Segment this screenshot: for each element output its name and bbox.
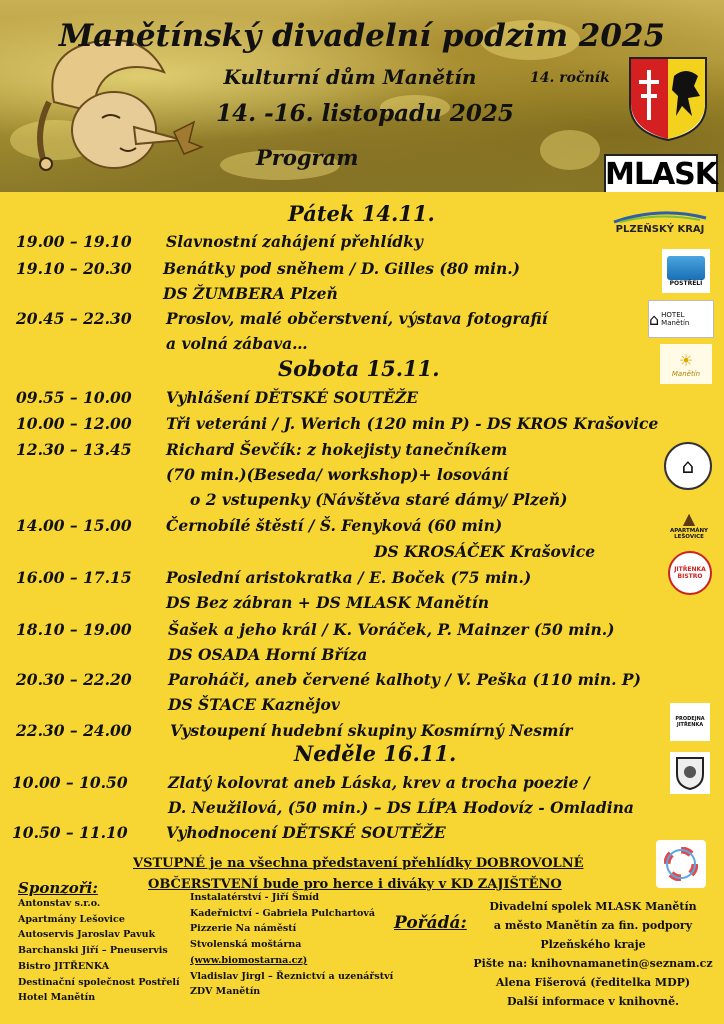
schedule-event: Vyhlášení DĚTSKÉ SOUTĚŽE (166, 388, 419, 407)
lifebuoy-logo (656, 840, 706, 888)
schedule-event: DS ŠTACE Kaznějov (168, 695, 340, 714)
sponsor-item: Kadeřnictví - Gabriela Pulchartová (190, 907, 376, 919)
schedule-event: DS Bez zábran + DS MLASK Manětín (166, 593, 489, 612)
page-title: Manětínský divadelní podzim 2025 (58, 18, 666, 54)
schedule-time: 10.00 – 12.00 (16, 414, 132, 433)
schedule-event: Poslední aristokratka / E. Boček (75 min.) (166, 568, 532, 587)
refreshment-notice: OBČERSTVENÍ bude pro herce i diváky v KD ZAJIŠTĚNO (148, 877, 562, 892)
header-banner (0, 0, 724, 192)
mlask-logo: MLASK (604, 154, 718, 192)
organizer-heading: Pořádá: (394, 913, 467, 933)
postreli-logo (662, 249, 710, 293)
organizer-email[interactable]: Pište na: knihovnamanetin@seznam.cz (473, 957, 713, 970)
schedule-event: Richard Ševčík: z hokejisty tanečníkem (166, 440, 508, 459)
schedule-time: 09.55 – 10.00 (16, 388, 132, 407)
manetin-text: Manětín (671, 369, 701, 378)
schedule-event: D. Neužilová, (50 min.) – DS LÍPA Hodovíz - Omladina (168, 798, 634, 817)
sponsor-link[interactable]: (www.biomostarna.cz) (190, 954, 308, 966)
day-heading-saturday: Sobota 15.11. (278, 356, 440, 381)
manetin-coat-of-arms (628, 56, 708, 142)
lifebuoy-icon (664, 847, 698, 881)
sponsor-item: Antonstav s.r.o. (18, 898, 101, 909)
jester-mask-illustration (34, 32, 204, 182)
schedule-time: 20.45 – 22.30 (16, 309, 132, 328)
schedule-event: Tři veteráni / J. Werich (120 min P) - DS KROS Krašovice (166, 414, 659, 433)
sponsor-item: Apartmány Lešovice (18, 913, 125, 925)
schedule-event: Slavnostní zahájení přehlídky (166, 232, 423, 251)
postreli-text: POSTŘELÍ (669, 279, 703, 287)
postreli-wave-icon (667, 256, 705, 280)
schedule-event: Vystoupení hudební skupiny Kosmírný Nesmír (170, 721, 573, 740)
schedule-event: Benátky pod sněhem / D. Gilles (80 min.) (163, 259, 520, 278)
sun-icon: ☀ (678, 350, 694, 370)
organizer-line: Alena Fišerová (ředitelka MDP) (495, 976, 691, 989)
sponsor-item: Autoservis Jaroslav Pavuk (18, 929, 156, 941)
schedule-event: Paroháči, aneb červené kalhoty / V. Peška (110 min. P) (168, 670, 641, 689)
hotel-building-icon: ⌂ (649, 309, 660, 329)
schedule-time: 10.50 – 11.10 (12, 823, 128, 842)
hotel-manetin-logo (648, 300, 714, 338)
schedule-event: DS KROSÁČEK Krašovice (374, 542, 596, 561)
sponsor-item: Stvolenská moštárna (190, 939, 302, 951)
program-label: Program (256, 145, 359, 170)
schedule-time: 22.30 – 24.00 (16, 721, 132, 740)
schedule-event: DS OSADA Horní Bříza (168, 645, 368, 664)
admission-notice: VSTUPNÉ je na všechna představení přehlídky DOBROVOLNÉ (133, 856, 584, 871)
schedule-time: 12.30 – 13.45 (16, 440, 132, 459)
schedule-event: o 2 vstupenky (Návštěva staré dámy/ Plzeň) (190, 490, 568, 509)
schedule-event: Proslov, malé občerstvení, výstava fotografií (166, 309, 548, 328)
apartmany-text: APARTMÁNY LEŠOVICE (669, 527, 709, 540)
sponsor-item: Vladislav Jirgl – Řeznictví a uzenářství (190, 970, 394, 982)
plzensky-kraj-text: PLZEŇSKÝ KRAJ (615, 223, 705, 235)
organizer-line: a město Manětín za fin. podpory (493, 919, 693, 932)
organizer-line: Další informace v knihovně. (507, 995, 679, 1008)
mountain-icon: ▲ (682, 508, 696, 528)
organizer-line: Divadelní spolek MLASK Manětín (489, 900, 697, 913)
house-icon: ⌂ (681, 454, 695, 478)
sponsor-item: Destinační společnost Postřelí (18, 976, 180, 988)
bistro-text: JITŘENKA BISTRO (674, 566, 706, 580)
sponsor-item: Hotel Manětín (18, 992, 96, 1004)
manetin-sun-logo (660, 344, 712, 384)
schedule-event: a volná zábava… (166, 334, 308, 353)
sponsor-item: Pizzerie Na náměstí (190, 923, 297, 935)
day-heading-sunday: Neděle 16.11. (294, 741, 457, 766)
schedule-time: 16.00 – 17.15 (16, 568, 132, 587)
venue: Kulturní dům Manětín (223, 65, 477, 89)
plzensky-kraj-logo (604, 202, 716, 242)
plzensky-kraj-swoosh-icon (610, 210, 710, 224)
schedule-time: 19.00 – 19.10 (16, 232, 132, 251)
hodoviz-coat-logo (670, 752, 710, 794)
day-heading-friday: Pátek 14.11. (288, 201, 435, 226)
bistro-jitrenka-logo (668, 551, 712, 595)
prodejna-logo (670, 703, 710, 741)
organizer-info (462, 897, 724, 1011)
organizer-line: Plzeňského kraje (540, 938, 646, 951)
schedule-time: 20.30 – 22.20 (16, 670, 132, 689)
schedule-time: 10.00 – 10.50 (12, 773, 128, 792)
sponsor-item: ZDV Manětín (190, 986, 261, 998)
sponsors-heading: Sponzoři: (18, 879, 98, 897)
schedule-event: Černobílé štěstí / Š. Fenyková (60 min) (166, 516, 503, 535)
sponsor-item: Instalatérství - Jiří Šmíd (190, 892, 320, 903)
schedule-event: Vyhodnocení DĚTSKÉ SOUTĚŽE (166, 823, 446, 842)
schedule-event: (70 min.)(Beseda/ workshop)+ losování (166, 465, 509, 484)
schedule-event: Šašek a jeho král / K. Voráček, P. Mainzer (50 min.) (168, 620, 615, 639)
hotel-text: HOTEL Manětín (661, 311, 690, 327)
schedule-time: 14.00 – 15.00 (16, 516, 132, 535)
prodejna-text: PRODEJNA JITŘENKA (675, 716, 705, 728)
schedule-event: Zlatý kolovrat aneb Láska, krev a trocha poezie / (168, 773, 590, 792)
sponsor-item: Barchanski Jiří – Pneuservis (18, 945, 168, 957)
festival-dates: 14. -16. listopadu 2025 (216, 100, 514, 127)
sponsors-col-1 (18, 896, 180, 1006)
schedule-event: DS ŽUMBERA Plzeň (163, 284, 338, 303)
schedule-time: 19.10 – 20.30 (16, 259, 132, 278)
apartmany-lesovice-logo (664, 502, 714, 546)
schedule-time: 18.10 – 19.00 (16, 620, 132, 639)
edition-label: 14. ročník (530, 70, 610, 86)
sponsor-item: Bistro JITŘENKA (18, 960, 110, 972)
shield-icon (675, 756, 705, 790)
antonstav-logo (664, 442, 712, 490)
sponsors-col-2 (190, 890, 393, 1000)
